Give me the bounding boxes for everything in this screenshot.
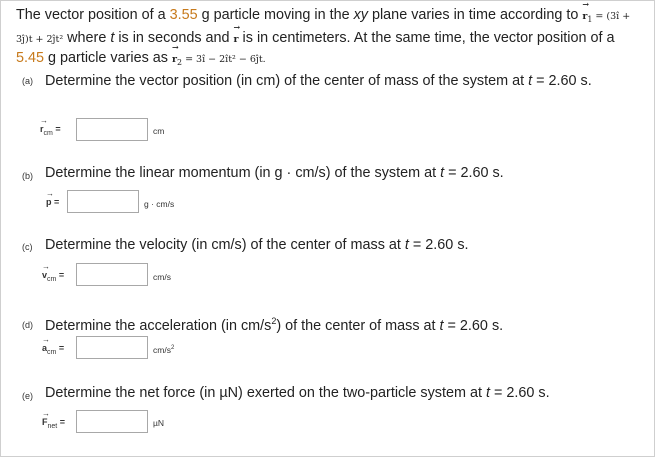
v-cm-label: → $v_{cm}$ = [42, 270, 64, 283]
part-c-question: Determine the velocity (in cm/s) of the center of mass at t = 2.60 s. [45, 237, 469, 253]
intro-text: The vector position of a [16, 7, 170, 23]
part-tag: (b) [22, 171, 33, 181]
a-cm-input[interactable] [76, 336, 148, 359]
intro-text: is in centimeters. At the same time, the vector position of a [238, 30, 615, 47]
part-a-question: Determine the vector position (in cm) of the center of mass of the system at t = 2.60 s. [45, 73, 592, 89]
r-cm-input[interactable] [76, 118, 148, 141]
part-tag: (e) [22, 391, 33, 401]
momentum-input[interactable] [67, 190, 139, 213]
f-net-input[interactable] [76, 410, 148, 433]
unit-label: cm [153, 126, 165, 136]
unit-label: g · cm/s [144, 199, 175, 209]
part-e-question: Determine the net force (in µN) exerted on the two-particle system at t = 2.60 s. [45, 385, 550, 401]
intro-text: g particle moving in the [197, 7, 354, 23]
f-net-label: → $F_{net}$ = [42, 417, 65, 430]
r-vector: → r [234, 30, 239, 49]
part-b-question: Determine the linear momentum (in g · cm/s) of the system at t = 2.60 s. [45, 165, 504, 181]
r-cm-label: → $r_{cm}$ = [40, 124, 61, 137]
r1-equation: → $r_1$ = (3î + 3ĵ)t + 2ĵt² [16, 11, 630, 45]
mass-2-value: 5.45 [16, 50, 45, 67]
unit-label: cm/s [153, 272, 171, 282]
time-variable: t [110, 30, 115, 47]
part-d-question: Determine the acceleration (in $cm/s^2$) of the center of mass at t = 2.60 s. [45, 316, 504, 334]
p-label: → p = [46, 197, 59, 207]
r2-equation: → $r_2$ = 3î − 2ît² − 6ĵt. [172, 54, 266, 65]
part-tag: (d) [22, 320, 33, 330]
part-tag: (a) [22, 76, 33, 86]
problem-statement [16, 6, 646, 72]
unit-label: $cm/s^2$ [153, 345, 175, 355]
intro-text: where [63, 30, 111, 47]
intro-text: is in seconds and [114, 30, 234, 47]
unit-label: µN [153, 418, 165, 428]
intro-text: g particle varies as [44, 50, 172, 67]
xy-plane: xy [353, 7, 368, 23]
intro-text: plane varies in time according to [367, 7, 583, 23]
mass-1-value: 3.55 [169, 7, 198, 23]
v-cm-input[interactable] [76, 263, 148, 286]
a-cm-label: → $a_{cm}$ = [42, 343, 64, 356]
part-tag: (c) [22, 242, 33, 252]
